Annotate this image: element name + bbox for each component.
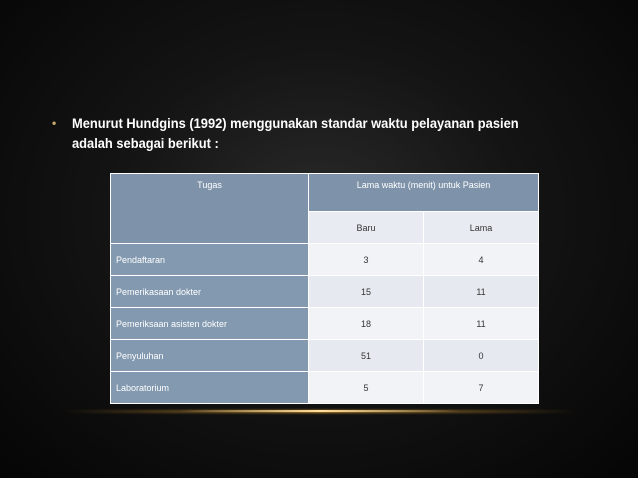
task-name: Pemerikasaan dokter	[111, 276, 309, 308]
value-new: 51	[309, 340, 424, 372]
value-old: 4	[424, 244, 539, 276]
bullet-point	[52, 113, 592, 153]
value-new: 18	[309, 308, 424, 340]
subheader-new: Baru	[309, 212, 424, 244]
service-time-table	[110, 173, 539, 404]
table-row	[111, 372, 539, 404]
decorative-glow-core	[180, 410, 460, 412]
task-name: Pendaftaran	[111, 244, 309, 276]
table-row	[111, 308, 539, 340]
value-new: 15	[309, 276, 424, 308]
task-name: Pemeriksaan asisten dokter	[111, 308, 309, 340]
table-row	[111, 244, 539, 276]
value-old: 11	[424, 276, 539, 308]
bullet-text: Menurut Hundgins (1992) menggunakan standar waktu pelayanan pasien adalah sebagai berikut :	[72, 115, 519, 151]
value-new: 5	[309, 372, 424, 404]
header-time: Lama waktu (menit) untuk Pasien	[309, 174, 539, 212]
value-new: 3	[309, 244, 424, 276]
subheader-old: Lama	[424, 212, 539, 244]
table-row	[111, 276, 539, 308]
table-row	[111, 340, 539, 372]
task-name: Penyuluhan	[111, 340, 309, 372]
value-old: 7	[424, 372, 539, 404]
header-task: Tugas	[111, 174, 309, 244]
task-name: Laboratorium	[111, 372, 309, 404]
value-old: 11	[424, 308, 539, 340]
value-old: 0	[424, 340, 539, 372]
table-header-row	[111, 174, 539, 212]
bullet-icon: •	[52, 116, 57, 130]
